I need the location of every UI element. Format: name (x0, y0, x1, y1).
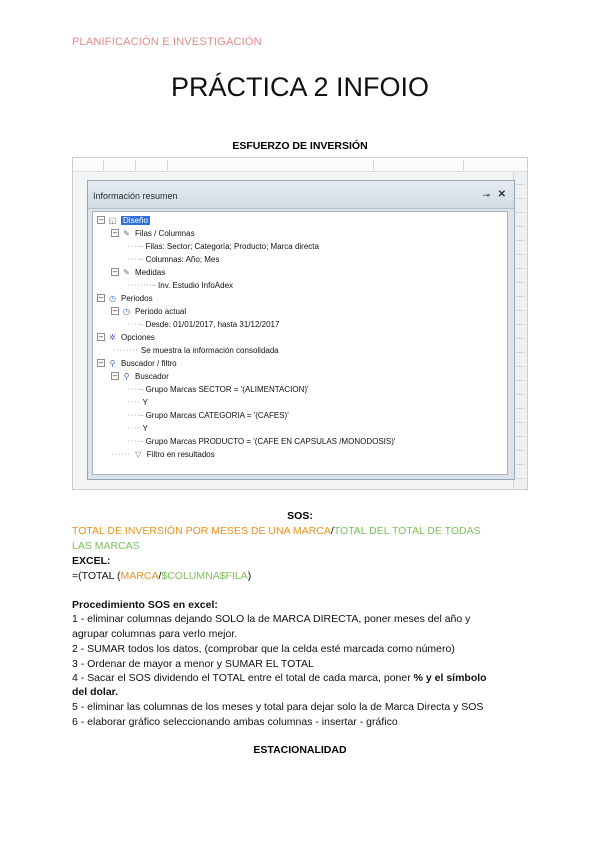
procedure-step-6: 6 - elaborar gráfico seleccionando ambas columnas - insertar - gráfico (72, 716, 398, 728)
summary-panel (87, 180, 515, 480)
tree-node-search-filter[interactable]: − ⚲ Buscador / filtro (98, 358, 177, 368)
collapse-icon[interactable]: − (112, 229, 118, 237)
tree-leaf-and-2[interactable]: ···· Y (127, 423, 148, 433)
measures-icon: ✎ (123, 267, 130, 277)
sos-heading: SOS: (287, 510, 313, 522)
search-filter-icon: ⚲ (109, 358, 116, 368)
tree-node-current-period[interactable]: − ◷ Periodo actual (112, 306, 187, 316)
periods-icon: ◷ (109, 293, 116, 303)
summary-tree (92, 211, 508, 475)
tree-leaf-rows[interactable]: ····— Filas: Sector; Categoría; Producto; Marca directa (127, 241, 319, 251)
tree-node-options[interactable]: − ✲ Opciones (98, 332, 155, 342)
procedure-heading: Procedimiento SOS en excel: (72, 599, 218, 611)
summary-screenshot (72, 157, 528, 490)
tree-leaf-columns[interactable]: ····— Columnas: Año; Mes (127, 254, 220, 264)
tree-leaf-category[interactable]: ····— Grupo Marcas CATEGORIA = '(CAFES)' (127, 410, 289, 420)
collapse-icon[interactable]: − (112, 268, 118, 276)
tree-node-rows-columns[interactable]: − ✎ Filas / Columnas (112, 228, 195, 238)
close-icon[interactable]: ✕ (497, 189, 506, 200)
tree-node-periods[interactable]: − ◷ Periodos (98, 293, 153, 303)
filter-icon: ▽ (135, 449, 142, 459)
spreadsheet-right-gutter (513, 172, 527, 489)
procedure-step-5: 5 - eliminar las columnas de los meses y total para dejar solo la de Marca Directa y SOS (72, 701, 484, 713)
section-heading-seasonality: ESTACIONALIDAD (253, 744, 347, 756)
rows-columns-icon: ✎ (123, 228, 130, 238)
pin-icon[interactable]: ⊸ (482, 190, 490, 200)
tree-leaf-and-1[interactable]: ···· Y (127, 397, 148, 407)
sos-formula-line2: LAS MARCAS (72, 540, 140, 552)
spreadsheet-header-strip (73, 158, 527, 172)
excel-ref: $COLUMNA$FILA (161, 570, 248, 582)
collapse-icon[interactable]: − (112, 372, 118, 380)
design-icon: ◱ (108, 215, 117, 225)
collapse-icon[interactable]: − (112, 307, 118, 315)
procedure-step-4b: del dolar. (72, 686, 119, 698)
excel-marca: MARCA (120, 570, 159, 582)
sos-formula-line1 (72, 524, 481, 538)
procedure-step-4a: 4 - Sacar el SOS dividendo el TOTAL entre el total de cada marca, poner % y el símbolo (72, 672, 487, 684)
excel-formula: =(TOTAL (MARCA/$COLUMNA$FILA) (72, 570, 252, 582)
sos-separator: / (330, 525, 334, 537)
procedure-step-1b: agrupar columnas para verlo mejor. (72, 628, 238, 640)
collapse-icon[interactable]: − (98, 359, 104, 367)
procedure-step-3: 3 - Ordenar de mayor a menor y SUMAR EL TOTAL (72, 658, 314, 670)
section-heading-investment: ESFUERZO DE INVERSIÓN (232, 140, 368, 152)
tree-leaf-period-range[interactable]: ····— Desde: 01/01/2017, hasta 31/12/2017 (127, 319, 280, 329)
tree-node-search[interactable]: − ⚲ Buscador (112, 371, 169, 381)
tree-node-measures[interactable]: − ✎ Medidas (112, 267, 166, 277)
search-icon: ⚲ (123, 371, 130, 381)
procedure-step-2: 2 - SUMAR todos los datos, (comprobar que la celda esté marcada como número) (72, 643, 455, 655)
current-period-icon: ◷ (123, 306, 130, 316)
page-title: PRÁCTICA 2 INFOIO (170, 72, 430, 102)
options-icon: ✲ (109, 332, 116, 342)
collapse-icon[interactable]: − (98, 294, 104, 302)
tree-leaf-product[interactable]: ····— Grupo Marcas PRODUCTO = '(CAFE EN CAPSULAS /MONODOSIS)' (127, 436, 396, 446)
sos-denominator: TOTAL DEL TOTAL DE TODAS (333, 525, 481, 537)
tree-leaf-options[interactable]: ········ Se muestra la información consolidada (113, 345, 279, 355)
tree-node-results-filter[interactable]: ······ ▽ Filtro en resultados (111, 449, 215, 459)
header-label: PLANIFICACIÓN E INVESTIGACIÓN (72, 36, 262, 48)
panel-title: Información resumen (93, 191, 178, 201)
tree-leaf-measure[interactable]: ········— Inv. Estudio InfoAdex (127, 280, 234, 290)
panel-titlebar (88, 181, 514, 209)
procedure-step-1a: 1 - eliminar columnas dejando SOLO la de MARCA DIRECTA, poner meses del año y (72, 613, 471, 625)
sos-numerator: TOTAL DE INVERSIÓN POR MESES DE UNA MARCA (72, 525, 331, 537)
tree-node-design[interactable]: − ◱ Diseño (98, 215, 148, 225)
collapse-icon[interactable]: − (98, 216, 104, 224)
excel-label: EXCEL: (72, 555, 111, 567)
collapse-icon[interactable]: − (98, 333, 104, 341)
tree-leaf-sector[interactable]: ····— Grupo Marcas SECTOR = '(ALIMENTACION)' (127, 384, 309, 394)
